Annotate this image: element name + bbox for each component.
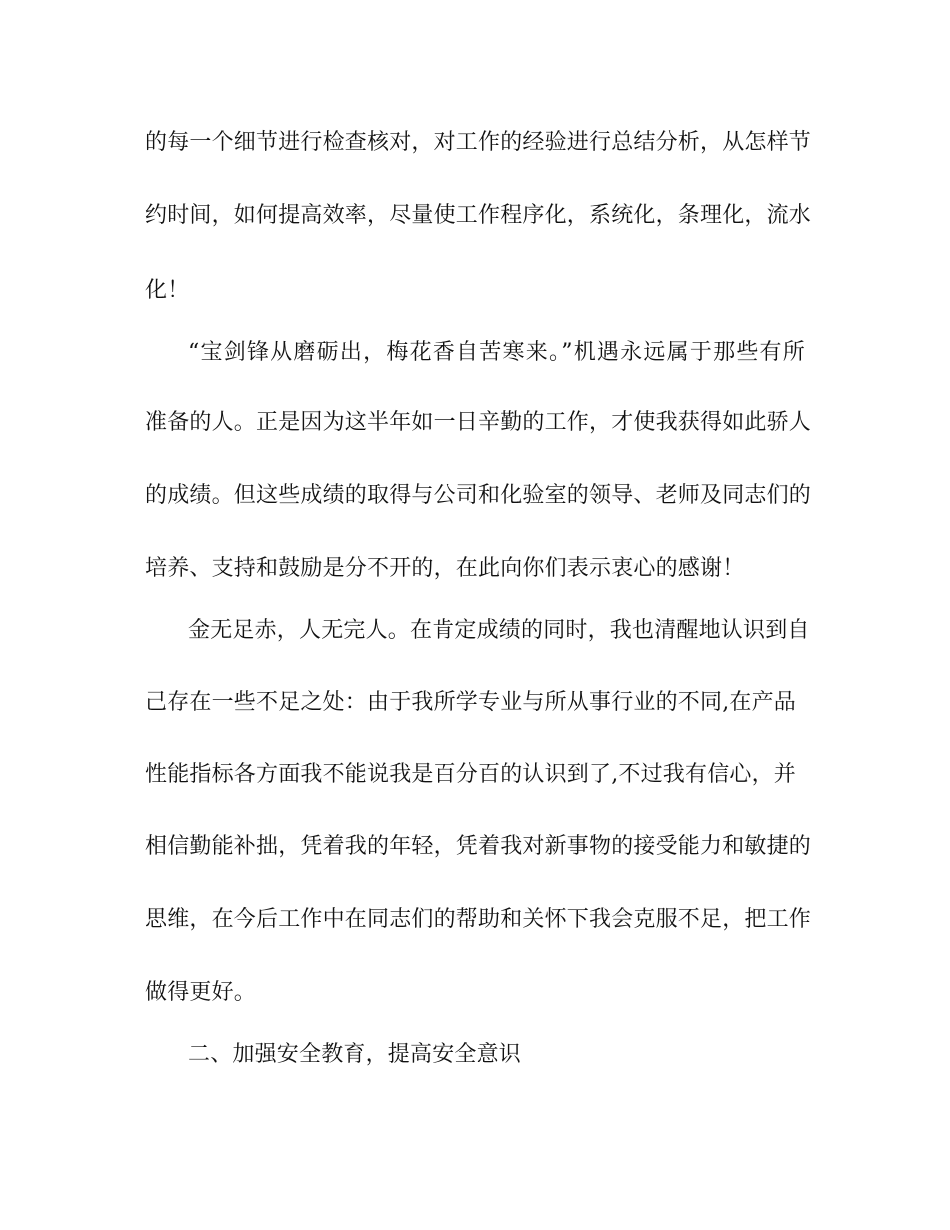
text-line-1: 的每一个细节进行检查核对，对工作的经验进行总结分析，从怎样节	[145, 130, 812, 155]
text-line-8: 金无足赤，人无完人。在肯定成绩的同时，我也清醒地认识到自	[188, 618, 810, 643]
section-heading: 二、加强安全教育，提高安全意识	[188, 1042, 522, 1067]
text-line-11: 相信勤能补拙，凭着我的年轻，凭着我对新事物的接受能力和敏捷的	[145, 834, 812, 859]
text-line-7: 培养、支持和鼓励是分不开的，在此向你们表示衷心的感谢！	[145, 556, 745, 581]
text-line-13: 做得更好。	[145, 980, 257, 1005]
text-line-5: 准备的人。正是因为这半年如一日辛勤的工作，才使我获得如此骄人	[145, 410, 812, 435]
text-line-6: 的成绩。但这些成绩的取得与公司和化验室的领导、老师及同志们的	[145, 483, 812, 508]
text-line-12: 思维，在今后工作中在同志们的帮助和关怀下我会克服不足，把工作	[145, 907, 812, 932]
text-line-4: “宝剑锋从磨砺出，梅花香自苦寒来。”机遇永远属于那些有所	[188, 340, 805, 365]
text-line-10: 性能指标各方面我不能说我是百分百的认识到了,不过我有信心，并	[145, 762, 796, 787]
text-line-3: 化！	[145, 278, 190, 303]
text-line-9: 己存在一些不足之处：由于我所学专业与所从事行业的不同,在产品	[145, 690, 796, 715]
text-line-2: 约时间，如何提高效率，尽量使工作程序化，系统化，条理化，流水	[145, 203, 812, 228]
